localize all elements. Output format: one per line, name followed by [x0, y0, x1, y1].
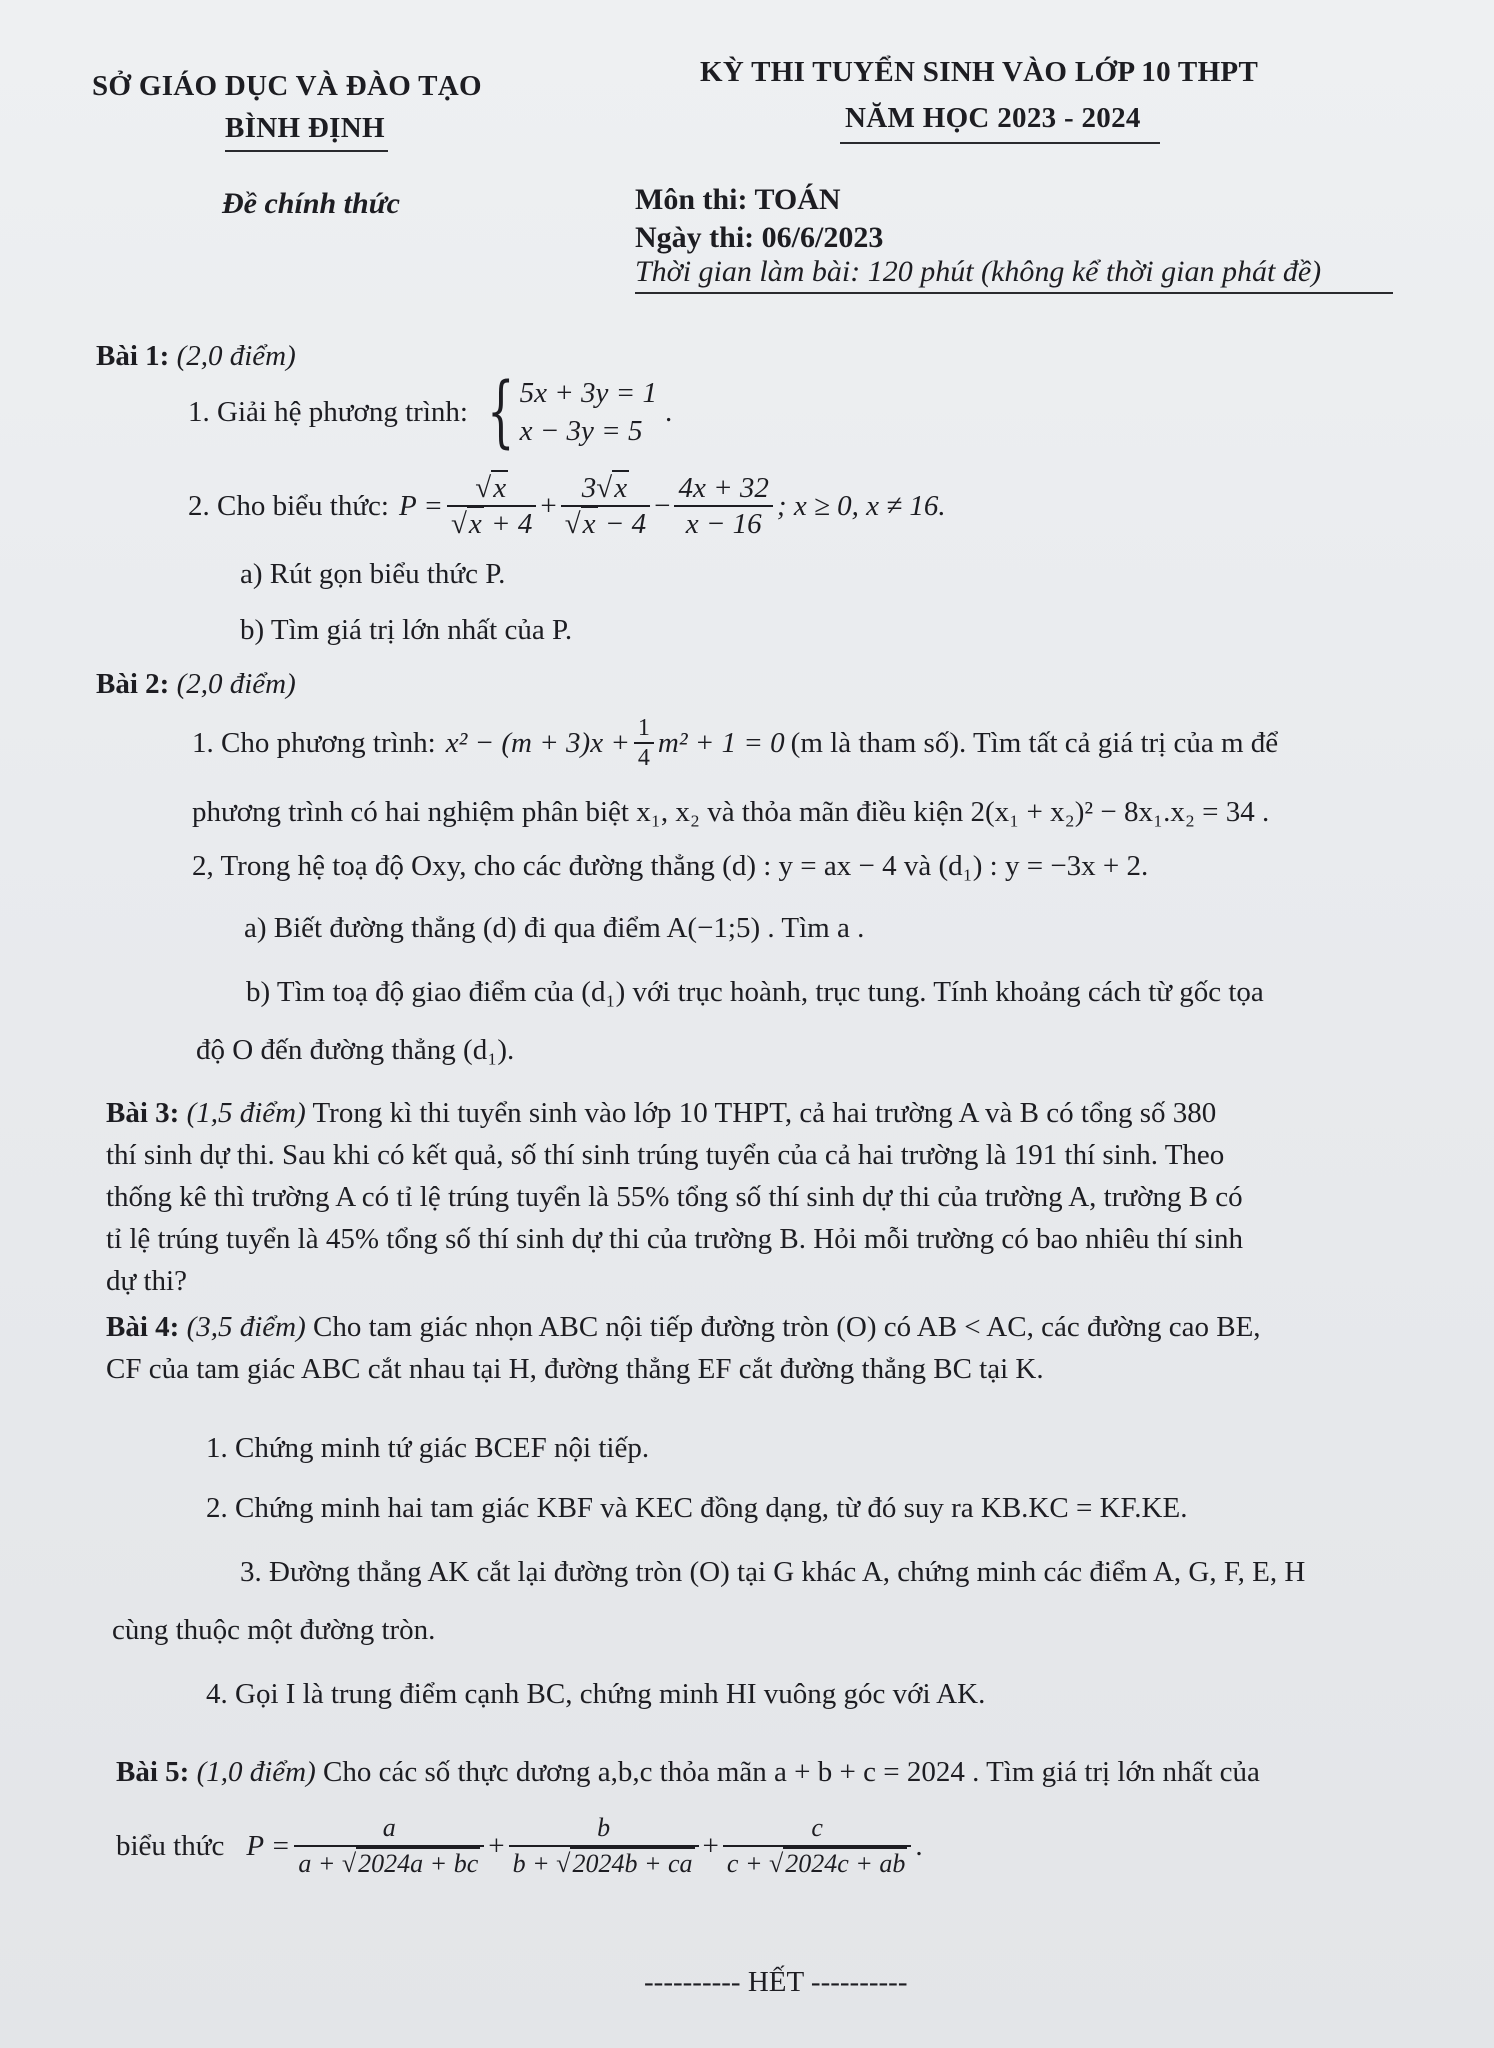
bai5-p: P =	[246, 1830, 291, 1862]
bai5-title: Bài 5:	[116, 1756, 190, 1788]
bai1-q2-text: 2. Cho biểu thức:	[188, 490, 389, 522]
bai1-qa: a) Rút gọn biểu thức P.	[240, 558, 506, 590]
equation-1: 5x + 3y = 1	[519, 377, 657, 409]
subject-line: Môn thi: TOÁN	[635, 183, 841, 216]
duration-underline	[635, 292, 1393, 294]
bai4-line1	[106, 1306, 1476, 1348]
exam-duration: Thời gian làm bài: 120 phút (không kể thời gian phát đề)	[635, 255, 1322, 288]
bai2-title: Bài 2:	[96, 668, 170, 700]
quarter-fraction: $\frac{1}{4}$	[634, 714, 654, 772]
end-marker: ---------- HẾT ----------	[644, 1966, 908, 1998]
bai2-q1	[192, 700, 1278, 786]
bai5-points: (1,0 điểm)	[196, 1756, 316, 1788]
fraction-2: $\frac{3√x}{√x - 4}$	[561, 471, 650, 541]
bai1-q1-text: 1. Giải hệ phương trình:	[188, 396, 468, 428]
bai2-qb-line2: độ O đến đường thẳng (d₁).	[196, 1034, 515, 1066]
bai5-fraction-b: $\frac{b}{b + √2024b + ca}$	[509, 1811, 699, 1881]
bai3-line5: dự thi?	[106, 1265, 187, 1297]
bai5-text-1: Cho các số thực dương a,b,c thỏa mãn a + b + c = 2024 . Tìm giá trị lớn nhất của	[323, 1756, 1260, 1788]
bai1-q2: 2. Cho biểu thức: P = $\frac{√x}{√x + 4}$ + $\frac{3√x}{√x - 4}$ − $\frac{4x + 32}{x - 16}$ ; x ≥ 0, x ≠ 16.	[188, 472, 946, 540]
bai1-points: (2,0 điểm)	[176, 340, 296, 372]
bai1-qb: b) Tìm giá trị lớn nhất của P.	[240, 614, 573, 646]
expression-condition: ; x ≥ 0, x ≠ 16.	[776, 490, 946, 522]
fraction-3: $\frac{4x + 32}{x - 16}$	[674, 471, 772, 541]
bai2-heading	[96, 666, 296, 702]
bai3-block	[106, 1092, 1466, 1302]
bai4-q4: 4. Gọi I là trung điểm cạnh BC, chứng minh HI vuông góc với AK.	[206, 1678, 986, 1710]
province-name: BÌNH ĐỊNH	[225, 112, 385, 144]
bai4-q2: 2. Chứng minh hai tam giác KBF và KEC đồng dạng, từ đó suy ra KB.KC = KF.KE.	[206, 1492, 1188, 1524]
bai5-line1	[116, 1754, 1260, 1790]
bai2-qa: a) Biết đường thẳng (d) đi qua điểm A(−1;5) . Tìm a .	[244, 912, 865, 944]
exam-date: Ngày thi: 06/6/2023	[635, 221, 884, 254]
department-name: SỞ GIÁO DỤC VÀ ĐÀO TẠO	[92, 70, 482, 102]
province-underline	[225, 150, 388, 152]
bai4-points: (3,5 điểm)	[186, 1311, 306, 1343]
bai2-q1-end: (m là tham số). Tìm tất cả giá trị của m để	[790, 727, 1279, 759]
bai2-q1-line2: phương trình có hai nghiệm phân biệt x₁, x₂ và thỏa mãn điều kiện 2(x₁ + x₂)² − 8x₁.x₂ = 34 .	[192, 796, 1270, 828]
bai2-q2: 2, Trong hệ toạ độ Oxy, cho các đường thẳng (d) : y = ax − 4 và (d₁) : y = −3x + 2.	[192, 850, 1149, 882]
bai3-text-1: Trong kì thi tuyển sinh vào lớp 10 THPT, cả hai trường A và B có tổng số 380	[312, 1097, 1217, 1129]
bai4-text-1: Cho tam giác nhọn ABC nội tiếp đường tròn (O) có AB < AC, các đường cao BE,	[313, 1311, 1261, 1343]
bai4-q3-line1: 3. Đường thẳng AK cắt lại đường tròn (O) tại G khác A, chứng minh các điểm A, G, F, E, H	[240, 1556, 1306, 1588]
quadratic-left: x² − (m + 3)x +	[445, 727, 630, 759]
quadratic-right: m² + 1 = 0	[657, 727, 785, 759]
bai1-q1: 1. Giải hệ phương trình: { 5x + 3y = 1 x − 3y = 5 .	[188, 367, 673, 457]
bai5-text-2: biểu thức	[116, 1830, 225, 1862]
bai4-q3-line2: cùng thuộc một đường tròn.	[112, 1614, 436, 1646]
bai1-heading	[96, 338, 296, 374]
bai4-block	[106, 1306, 1476, 1390]
fraction-1: $\frac{√x}{√x + 4}$	[447, 471, 536, 541]
bai3-points: (1,5 điểm)	[186, 1097, 306, 1129]
bai2-points: (2,0 điểm)	[176, 668, 296, 700]
bai5-fraction-a: $\frac{a}{a + √2024a + bc}$	[294, 1811, 484, 1881]
bai2-qb-line1: b) Tìm toạ độ giao điểm của (d₁) với trục hoành, trục tung. Tính khoảng cách từ gốc tọa	[246, 976, 1264, 1008]
bai5-fraction-c: $\frac{c}{c + √2024c + ab}$	[723, 1811, 911, 1881]
bai4-line2: CF của tam giác ABC cắt nhau tại H, đường thẳng EF cắt đường thẳng BC tại K.	[106, 1353, 1044, 1385]
school-year: NĂM HỌC 2023 - 2024	[845, 102, 1141, 134]
bai3-title: Bài 3:	[106, 1097, 180, 1129]
exam-underline	[840, 142, 1160, 144]
bai1-title: Bài 1:	[96, 340, 170, 372]
bai3-line3: thống kê thì trường A có tỉ lệ trúng tuyển là 55% tổng số thí sinh dự thi của trường A, trường B có	[106, 1181, 1243, 1213]
bai4-title: Bài 4:	[106, 1311, 180, 1343]
bai4-q1: 1. Chứng minh tứ giác BCEF nội tiếp.	[206, 1432, 650, 1464]
equation-2: x − 3y = 5	[519, 415, 643, 447]
bai3-line2: thí sinh dự thi. Sau khi có kết quả, số thí sinh trúng tuyển của cả hai trường là 191 thí sinh. Theo	[106, 1139, 1225, 1171]
equation-system	[520, 374, 657, 450]
bai3-line1	[106, 1092, 1466, 1134]
bai2-q1-start: 1. Cho phương trình:	[192, 727, 436, 759]
expression-p: P =	[398, 490, 443, 522]
bai5-line2: biểu thức P = $\frac{a}{a + √2024a + bc}$ + $\frac{b}{b + √2024b + ca}$ + $\frac{c}{c + √2024c + ab}$ .	[116, 1800, 923, 1892]
system-brace-icon: {	[487, 367, 515, 457]
official-label: Đề chính thức	[222, 187, 400, 220]
bai3-line4: tỉ lệ trúng tuyển là 45% tổng số thí sinh dự thi của trường B. Hỏi mỗi trường có bao nhiêu thí sinh	[106, 1223, 1244, 1255]
exam-title: KỲ THI TUYỂN SINH VÀO LỚP 10 THPT	[700, 56, 1259, 88]
